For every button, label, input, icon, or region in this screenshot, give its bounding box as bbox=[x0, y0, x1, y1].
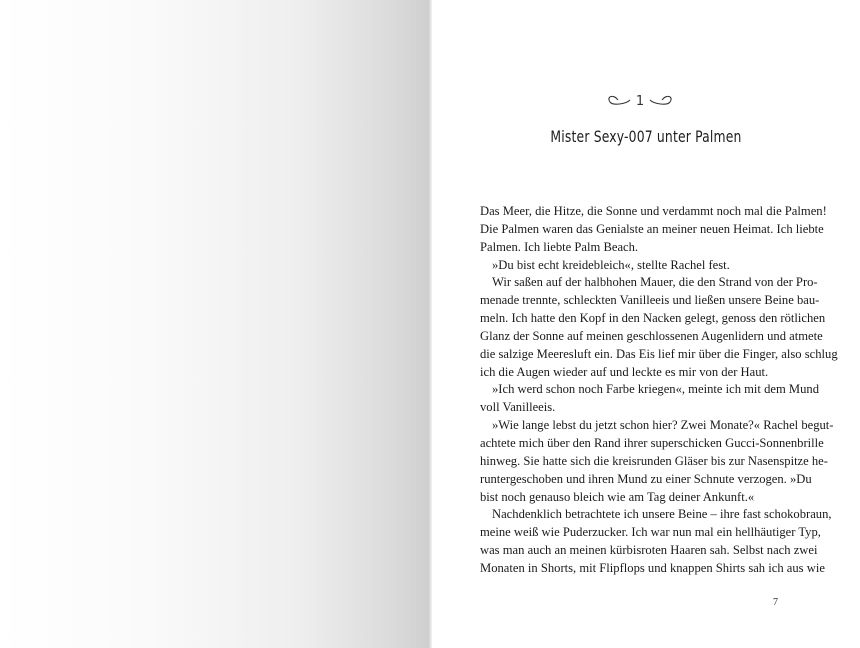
text-line: Glanz der Sonne auf meinen geschlossenen Augenlidern und atmete bbox=[480, 328, 823, 343]
right-page bbox=[432, 0, 860, 648]
text-line: voll Vanilleeis. bbox=[480, 400, 556, 415]
text-line: Palmen. Ich liebte Palm Beach. bbox=[480, 239, 639, 254]
text-line: was man auch an meinen kürbisroten Haaren sah. Selbst nach zwei bbox=[480, 543, 818, 558]
text-line: Wir saßen auf der halbhohen Mauer, die den Strand von der Pro- bbox=[492, 275, 818, 290]
text-line: menade trennte, schleckten Vanilleeis und ließen unsere Beine bau- bbox=[480, 293, 820, 308]
text-line: Das Meer, die Hitze, die Sonne und verdammt noch mal die Palmen! bbox=[480, 204, 827, 218]
text-line: bist noch genauso bleich wie am Tag deiner Ankunft.« bbox=[480, 489, 755, 504]
text-line: Nachdenklich betrachtete ich unsere Beine – ihre fast schokobraun, bbox=[492, 507, 832, 522]
text-line: »Du bist echt kreidebleich«, stellte Rachel fest. bbox=[492, 257, 730, 272]
page-number: 7 bbox=[773, 597, 778, 608]
text-line: Die Palmen waren das Genialste an meiner neuen Heimat. Ich liebte bbox=[480, 221, 824, 236]
text-line: »Wie lange lebst du jetzt schon hier? Zwei Monate?« Rachel begut- bbox=[492, 418, 834, 433]
chapter-number: 1 bbox=[635, 94, 645, 109]
chapter-title: Mister Sexy-007 unter Palmen bbox=[550, 127, 742, 146]
text-line: meine weiß wie Puderzucker. Ich war nun mal ein hellhäutiger Typ, bbox=[480, 525, 821, 540]
text-line: hinweg. Sie hatte sich die kreisrunden Gläser bis zur Nasenspitze he- bbox=[480, 453, 828, 468]
chapter-ornament bbox=[602, 88, 678, 112]
text-line: achtete mich über den Rand ihrer superschicken Gucci-Sonnenbrille bbox=[480, 435, 824, 450]
text-line: »Ich werd schon noch Farbe kriegen«, meinte ich mit dem Mund bbox=[492, 382, 820, 397]
body-text bbox=[480, 203, 838, 578]
text-line: meln. Ich hatte den Kopf in den Nacken gelegt, genoss den rötlichen bbox=[480, 311, 826, 326]
text-line: die salzige Meeresluft ein. Das Eis lief mir über die Finger, also schlug bbox=[480, 346, 838, 361]
text-line: runtergeschoben und ihren Mund zu einer Schnute verzogen. »Du bbox=[480, 471, 812, 486]
text-line: Monaten in Shorts, mit Flipflops und knappen Shirts sah ich aus wie bbox=[480, 560, 825, 575]
text-line: ich die Augen wieder auf und leckte es mir von der Haut. bbox=[480, 364, 769, 379]
